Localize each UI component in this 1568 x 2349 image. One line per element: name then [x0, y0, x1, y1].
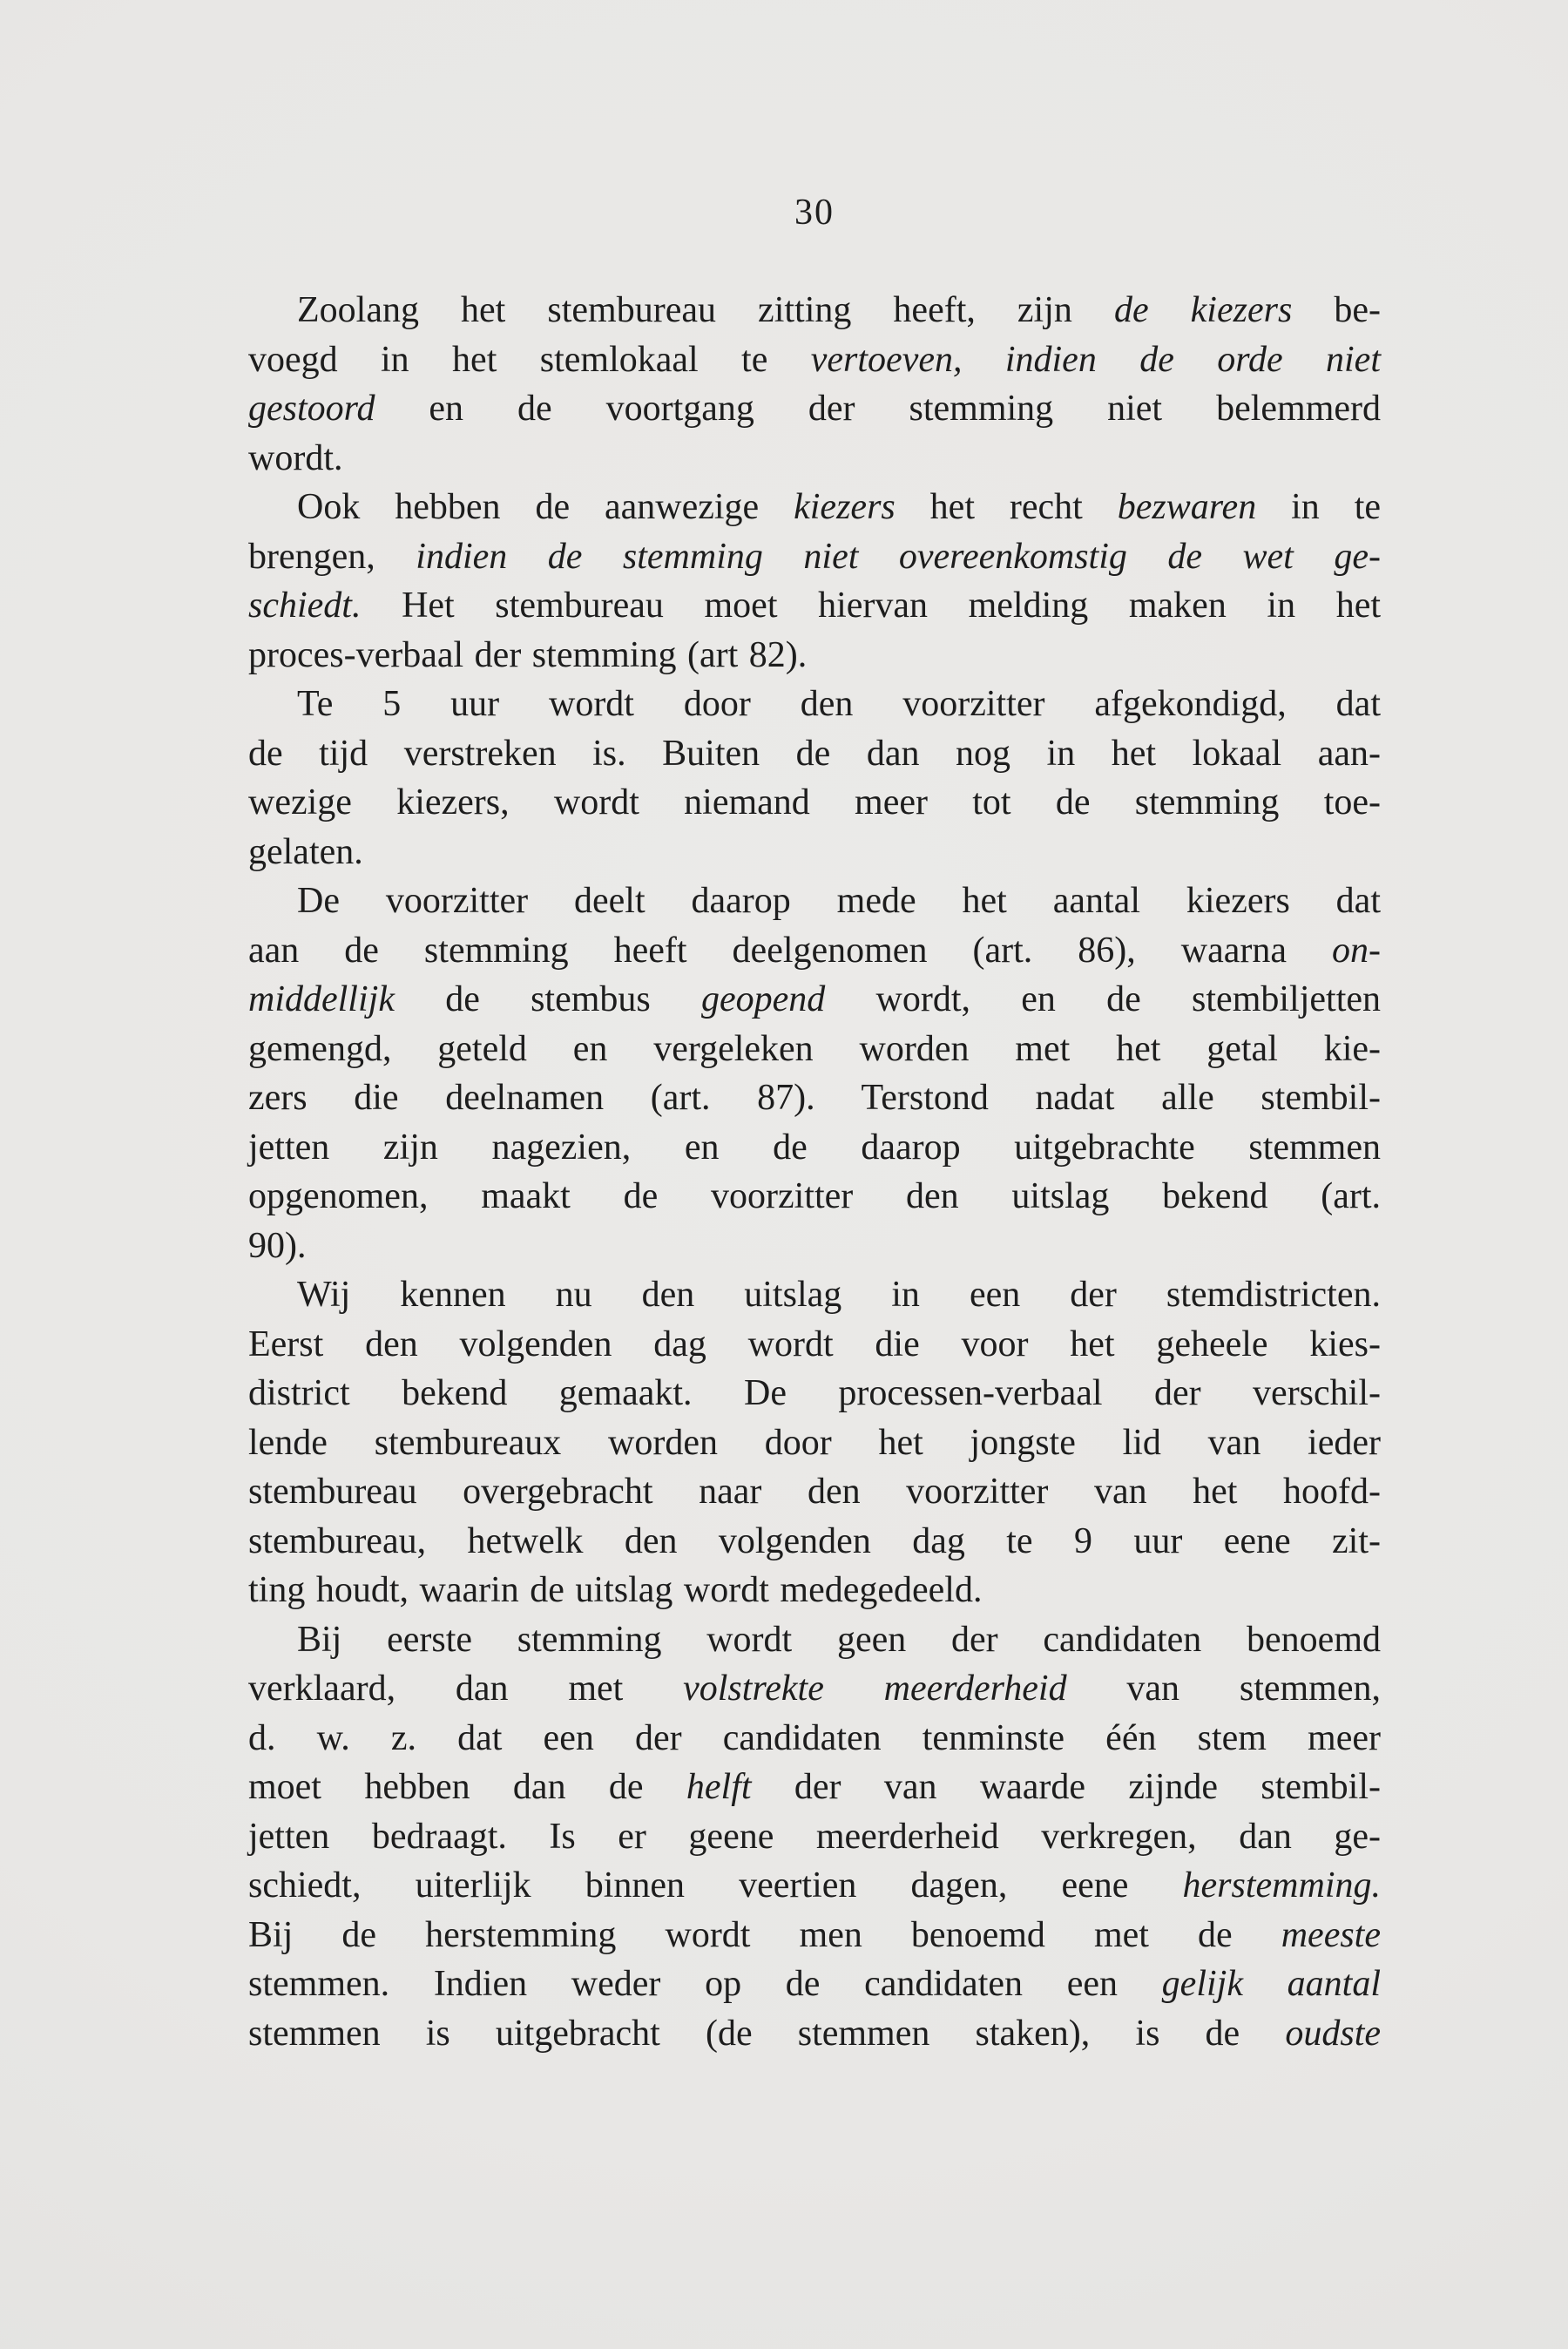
text-run: Bij de herstemming wordt men benoemd met de: [248, 1914, 1281, 1955]
text-run: Het stembureau moet hiervan melding maken in het: [361, 586, 1381, 626]
text-run: moet hebben dan de: [248, 1767, 686, 1807]
text-run: de tijd verstreken is. Buiten de dan nog in het lokaal aan-: [248, 733, 1381, 774]
text-run: d. w. z. dat een der candidaten tenminste één stem meer: [248, 1717, 1381, 1758]
text-line: [248, 532, 1381, 582]
text-run: verklaard, dan met: [248, 1669, 684, 1709]
text-line: [248, 483, 1381, 532]
text-run: aan de stemming heeft deelgenomen (art. 86), waarna: [248, 930, 1332, 971]
text-line: [248, 1025, 1381, 1074]
italic-text-run: meeste: [1281, 1914, 1381, 1955]
italic-text-run: geopend: [701, 979, 826, 1019]
text-line: [248, 680, 1381, 729]
text-run: jetten bedraagt. Is er geene meerderheid verkregen, dan ge-: [248, 1816, 1381, 1857]
text-line: [248, 1172, 1381, 1222]
text-line: [248, 1369, 1381, 1418]
text-line: [248, 1123, 1381, 1173]
text-run: zers die deelnamen (art. 87). Terstond nadat alle stembil-: [248, 1078, 1381, 1118]
text-run: wordt.: [248, 437, 343, 478]
text-run: Eerst den volgenden dag wordt die voor het geheele kies-: [248, 1323, 1381, 1364]
text-run: Wij kennen nu den uitslag in een der stemdistricten.: [297, 1275, 1381, 1315]
text-line: [248, 1812, 1381, 1862]
text-line: [248, 1763, 1381, 1812]
text-run: der van waarde zijnde stembil-: [751, 1767, 1382, 1807]
text-run: in te: [1256, 487, 1382, 527]
text-run: Zoolang het stembureau zitting heeft, zijn: [297, 290, 1114, 330]
text-run: stembureau overgebracht naar den voorzitter van het hoofd-: [248, 1472, 1381, 1512]
text-line: [248, 2009, 1381, 2059]
text-run: be-: [1292, 290, 1381, 330]
text-line: [248, 1861, 1381, 1911]
text-run: stemmen. Indien weder op de candidaten een: [248, 1964, 1162, 2004]
text-line: [248, 926, 1381, 976]
text-line: [248, 1320, 1381, 1370]
italic-text-run: volstrekte meerderheid: [683, 1669, 1067, 1709]
text-line: [248, 384, 1381, 434]
text-line: [248, 581, 1381, 631]
italic-text-run: helft: [686, 1767, 752, 1807]
text-run: jetten zijn nagezien, en de daarop uitgebrachte stemmen: [248, 1127, 1381, 1168]
text-line: [248, 286, 1381, 335]
text-line: [248, 729, 1381, 779]
text-run: gemengd, geteld en vergeleken worden met het getal kie-: [248, 1028, 1381, 1069]
text-line: [248, 778, 1381, 828]
text-run: Bij eerste stemming wordt geen der candidaten benoemd: [297, 1619, 1381, 1660]
italic-text-run: vertoeven, indien de orde niet: [810, 339, 1381, 380]
italic-text-run: de kiezers: [1113, 290, 1293, 330]
text-run: wezige kiezers, wordt niemand meer tot de stemming toe-: [248, 782, 1381, 822]
text-run: het recht: [895, 487, 1118, 527]
page-number: 30: [794, 193, 835, 233]
text-line: [248, 1073, 1381, 1123]
text-line: [248, 1911, 1381, 1960]
text-run: en de voortgang der stemming niet belemmerd: [375, 389, 1381, 429]
text-run: opgenomen, maakt de voorzitter den uitslag bekend (art.: [248, 1176, 1381, 1216]
italic-text-run: herstemming.: [1182, 1865, 1381, 1906]
text-line: [248, 1960, 1381, 2009]
text-run: proces-verbaal der stemming (art 82).: [248, 634, 808, 675]
text-run: Ook hebben de aanwezige: [297, 487, 794, 527]
italic-text-run: gestoord: [248, 389, 375, 429]
text-line: [248, 335, 1381, 385]
text-run: stembureau, hetwelk den volgenden dag te 9 uur eene zit-: [248, 1520, 1381, 1561]
text-run: wordt, en de stembiljetten: [825, 979, 1381, 1019]
text-run: 90).: [248, 1225, 307, 1266]
italic-text-run: middellijk: [248, 979, 395, 1019]
text-run: brengen,: [248, 536, 416, 577]
text-line: [248, 828, 1381, 877]
text-run: de stembus: [394, 979, 702, 1019]
italic-text-run: bezwaren: [1117, 487, 1257, 527]
text-run: ting houdt, waarin de uitslag wordt medegedeeld.: [248, 1570, 983, 1610]
text-line: [248, 434, 1381, 484]
text-run: schiedt, uiterlijk binnen veertien dagen, eene: [248, 1865, 1183, 1906]
text-line: [248, 975, 1381, 1025]
text-line: [248, 1615, 1381, 1665]
italic-text-run: gelijk aantal: [1161, 1964, 1381, 2004]
text-line: [248, 1222, 1381, 1271]
text-run: Te 5 uur wordt door den voorzitter afgekondigd, dat: [297, 684, 1381, 724]
italic-text-run: schiedt.: [248, 586, 362, 626]
text-line: [248, 1270, 1381, 1320]
text-run: De voorzitter deelt daarop mede het aantal kiezers dat: [297, 881, 1381, 921]
text-run: stemmen is uitgebracht (de stemmen staken), is de: [248, 2013, 1286, 2054]
italic-text-run: indien de stemming niet overeenkomstig de wet ge-: [416, 536, 1381, 577]
italic-text-run: on-: [1332, 930, 1381, 971]
text-line: [248, 1467, 1381, 1517]
text-block: [248, 286, 1381, 2058]
text-line: [248, 1714, 1381, 1763]
text-line: [248, 631, 1381, 680]
text-run: van stemmen,: [1066, 1669, 1381, 1709]
text-run: gelaten.: [248, 831, 363, 872]
text-run: voegd in het stemlokaal te: [248, 339, 811, 380]
text-line: [248, 877, 1381, 926]
text-run: lende stembureaux worden door het jongste lid van ieder: [248, 1422, 1381, 1463]
italic-text-run: oudste: [1285, 2013, 1381, 2054]
text-line: [248, 1418, 1381, 1468]
text-line: [248, 1566, 1381, 1615]
text-line: [248, 1664, 1381, 1714]
text-line: [248, 1517, 1381, 1567]
italic-text-run: kiezers: [794, 487, 896, 527]
text-run: district bekend gemaakt. De processen-verbaal der verschil-: [248, 1373, 1381, 1413]
